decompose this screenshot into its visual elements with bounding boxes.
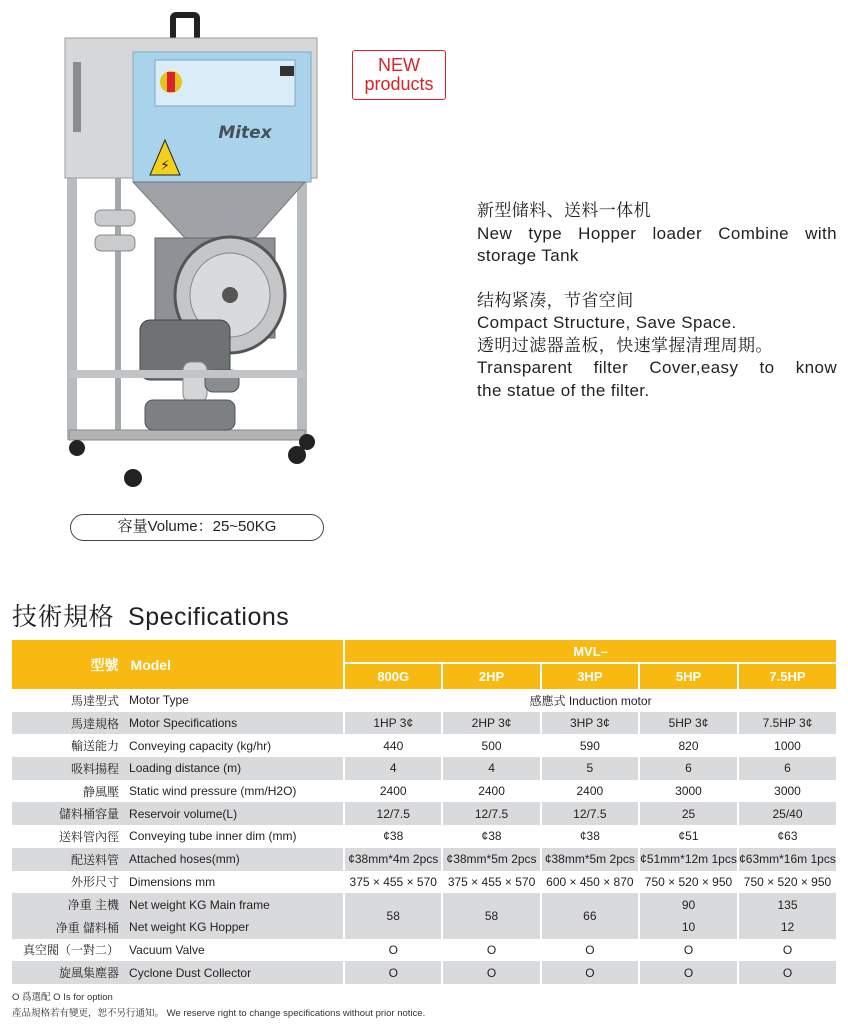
svg-text:⚡: ⚡: [160, 158, 170, 174]
desc-zh-2: 结构紧凑，节省空间: [477, 290, 634, 310]
table-cell: 12/7.5: [343, 802, 441, 825]
table-cell: 7.5HP 3¢: [737, 712, 836, 735]
row-label-en: Loading distance (m): [129, 757, 343, 780]
row-label-en: Attached hoses(mm): [129, 848, 343, 871]
desc-en-1a: New type Hopper loader Combine with: [477, 223, 837, 243]
table-cell: ¢38mm*5m 2pcs: [441, 848, 539, 871]
table-cell: ¢38: [343, 825, 441, 848]
table-cell: 25: [638, 802, 737, 825]
table-cell: ¢63: [737, 825, 836, 848]
row-label-en: Motor Specifications: [129, 712, 343, 735]
table-cell: 2HP 3¢: [441, 712, 539, 735]
table-row: [12, 712, 836, 735]
motor-type-value: 感應式 Induction motor: [343, 689, 836, 712]
table-cell: 750 × 520 × 950: [737, 871, 836, 894]
table-cell: 10: [638, 916, 737, 939]
header-series: MVL–: [343, 640, 836, 662]
table-cell: 4: [343, 757, 441, 780]
table-cell: 3HP 3¢: [540, 712, 638, 735]
desc-zh-1: 新型储料、送料一体机: [477, 201, 651, 220]
table-row: [12, 757, 836, 780]
header-model-label: [12, 640, 343, 689]
table-cell: 750 × 520 × 950: [638, 871, 737, 894]
table-cell: ¢38mm*5m 2pcs: [540, 848, 638, 871]
table-cell: 1HP 3¢: [343, 712, 441, 735]
table-cell: O: [343, 961, 441, 984]
table-cell: 590: [540, 734, 638, 757]
table-cell: ¢51: [638, 825, 737, 848]
row-label-zh: 真空閥（一對二）: [12, 939, 129, 962]
row-label-en: Net weight KG Main frame: [129, 893, 343, 916]
table-cell: 2400: [540, 780, 638, 803]
table-cell: ¢51mm*12m 1pcs: [638, 848, 737, 871]
table-cell: 58: [343, 893, 441, 938]
table-cell: 12: [737, 916, 836, 939]
desc-en-3b: the statue of the filter.: [477, 380, 650, 400]
table-cell: 25/40: [737, 802, 836, 825]
row-label-en: Motor Type: [129, 689, 343, 712]
footnote-disclaimer: 產品規格若有變更，恕不另行通知。 We reserve right to change specifications without prior notice.: [12, 1008, 426, 1019]
table-cell: ¢38mm*4m 2pcs: [343, 848, 441, 871]
row-label-en: Dimensions mm: [129, 871, 343, 894]
table-cell: 4: [441, 757, 539, 780]
spec-table: [12, 640, 836, 984]
table-cell: 440: [343, 734, 441, 757]
desc-zh-3: 透明过滤器盖板，快速掌握清理周期。: [477, 335, 773, 355]
table-cell: 3000: [638, 780, 737, 803]
badge-line1: NEW: [378, 55, 420, 75]
table-cell: O: [441, 939, 539, 962]
table-cell: O: [540, 939, 638, 962]
row-label-en: Reservoir volume(L): [129, 802, 343, 825]
row-label-zh: 净重 主機: [12, 893, 129, 916]
row-label-en: Conveying capacity (kg/hr): [129, 734, 343, 757]
table-cell: 820: [638, 734, 737, 757]
row-label-zh: 儲料桶容量: [12, 802, 129, 825]
row-label-zh: 净重 儲料桶: [12, 916, 129, 939]
table-cell: O: [343, 939, 441, 962]
model-header-cell: 3HP: [540, 662, 638, 689]
model-header-cell: 5HP: [638, 662, 737, 689]
table-cell: 135: [737, 893, 836, 916]
table-row: [12, 734, 836, 757]
table-cell: 66: [540, 893, 638, 938]
new-products-badge: [352, 50, 446, 100]
table-cell: 500: [441, 734, 539, 757]
table-row: [12, 893, 836, 916]
table-row: [12, 848, 836, 871]
row-label-zh: 馬達型式: [12, 689, 129, 712]
table-cell: 375 × 455 × 570: [441, 871, 539, 894]
row-label-en: Static wind pressure (mm/H2O): [129, 780, 343, 803]
header-zh: 型號: [90, 656, 119, 673]
table-cell: O: [540, 961, 638, 984]
badge-line2: products: [364, 74, 434, 94]
product-image: [55, 10, 345, 490]
table-cell: O: [638, 961, 737, 984]
section-title: [12, 597, 289, 633]
table-cell: 12/7.5: [540, 802, 638, 825]
row-label-en: Conveying tube inner dim (mm): [129, 825, 343, 848]
table-row: [12, 780, 836, 803]
section-title-zh: 技術規格: [12, 603, 115, 631]
table-row: [12, 825, 836, 848]
row-label-zh: 配送料管: [12, 848, 129, 871]
row-label-en: Cyclone Dust Collector: [129, 961, 343, 984]
row-label-en: Net weight KG Hopper: [129, 916, 343, 939]
table-cell: 1000: [737, 734, 836, 757]
row-label-zh: 吸料揚程: [12, 757, 129, 780]
volume-label: 容量Volume：25~50KG: [70, 514, 324, 541]
table-cell: O: [638, 939, 737, 962]
row-label-zh: 馬達規格: [12, 712, 129, 735]
table-cell: 58: [441, 893, 539, 938]
row-label-en: Vacuum Valve: [129, 939, 343, 962]
table-row: [12, 961, 836, 984]
table-cell: 6: [737, 757, 836, 780]
model-header-cell: 7.5HP: [737, 662, 836, 689]
table-cell: 6: [638, 757, 737, 780]
table-cell: 2400: [343, 780, 441, 803]
table-cell: O: [737, 961, 836, 984]
header-en: Model: [130, 656, 171, 673]
table-row: [12, 802, 836, 825]
table-cell: 5: [540, 757, 638, 780]
row-label-zh: 旋風集塵器: [12, 961, 129, 984]
table-row: [12, 871, 836, 894]
table-cell: 2400: [441, 780, 539, 803]
table-cell: 90: [638, 893, 737, 916]
section-title-en: Specifications: [128, 603, 290, 631]
desc-en-1b: storage Tank: [477, 246, 579, 265]
table-cell: 3000: [737, 780, 836, 803]
table-cell: 375 × 455 × 570: [343, 871, 441, 894]
table-cell: ¢38: [441, 825, 539, 848]
table-cell: O: [441, 961, 539, 984]
table-cell: O: [737, 939, 836, 962]
row-label-zh: 輸送能力: [12, 734, 129, 757]
table-cell: 600 × 450 × 870: [540, 871, 638, 894]
product-description: [477, 200, 837, 402]
row-label-zh: 送料管內徑: [12, 825, 129, 848]
footnotes: [12, 990, 425, 1022]
table-cell: ¢63mm*16m 1pcs: [737, 848, 836, 871]
table-cell: ¢38: [540, 825, 638, 848]
footnote-option: O 爲選配 O Is for option: [12, 992, 113, 1003]
model-header-cell: 2HP: [441, 662, 539, 689]
table-cell: 5HP 3¢: [638, 712, 737, 735]
row-label-zh: 外形尺寸: [12, 871, 129, 894]
desc-en-2: Compact Structure, Save Space.: [477, 313, 737, 332]
row-label-zh: 静風壓: [12, 780, 129, 803]
brand-logo: Mitex: [218, 123, 272, 143]
model-header-cell: 800G: [343, 662, 441, 689]
desc-en-3a: Transparent filter Cover,easy to know: [477, 358, 837, 377]
table-row: [12, 939, 836, 962]
table-cell: 12/7.5: [441, 802, 539, 825]
